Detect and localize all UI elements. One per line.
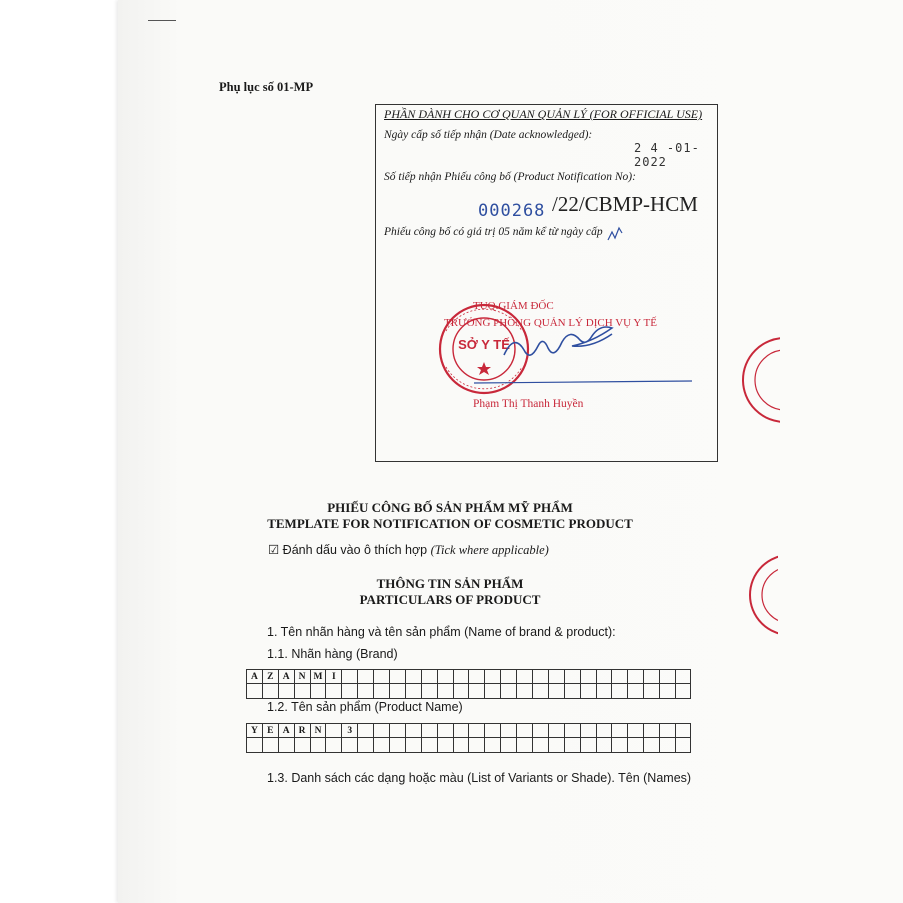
grid-cell: A bbox=[278, 669, 294, 684]
grid-cell-empty bbox=[516, 684, 532, 699]
grid-cell bbox=[468, 723, 484, 738]
grid-cell-empty bbox=[389, 684, 405, 699]
product-grid bbox=[246, 723, 691, 738]
grid-cell bbox=[659, 669, 675, 684]
grid-cell-empty bbox=[421, 738, 437, 753]
grid-cell-empty bbox=[580, 738, 596, 753]
section-title bbox=[300, 576, 600, 608]
grid-cell bbox=[580, 669, 596, 684]
grid-cell bbox=[421, 723, 437, 738]
grid-cell-empty bbox=[596, 738, 612, 753]
tick-instruction bbox=[268, 542, 549, 558]
grid-cell bbox=[453, 723, 469, 738]
grid-cell bbox=[500, 723, 516, 738]
notification-number-label: Số tiếp nhận Phiếu công bố (Product Notification No): bbox=[384, 171, 636, 183]
section-title-en: PARTICULARS OF PRODUCT bbox=[359, 592, 541, 607]
grid-cell-empty bbox=[278, 684, 294, 699]
grid-cell-empty bbox=[437, 738, 453, 753]
grid-cell-empty bbox=[564, 684, 580, 699]
grid-cell-empty bbox=[246, 738, 262, 753]
grid-cell-empty bbox=[564, 738, 580, 753]
grid-cell bbox=[611, 669, 627, 684]
form-title-vi: PHIẾU CÔNG BỐ SẢN PHẨM MỸ PHẨM bbox=[327, 500, 573, 515]
form-title bbox=[200, 500, 700, 532]
section-title-vi: THÔNG TIN SẢN PHẨM bbox=[376, 576, 524, 591]
grid-cell-empty bbox=[453, 684, 469, 699]
grid-cell-empty bbox=[453, 738, 469, 753]
edge-seal-bottom-icon bbox=[748, 550, 778, 640]
grid-cell bbox=[643, 669, 659, 684]
grid-cell bbox=[437, 723, 453, 738]
product-grid-row2 bbox=[246, 738, 691, 753]
grid-cell-empty bbox=[310, 684, 326, 699]
grid-cell: E bbox=[262, 723, 278, 738]
grid-cell-empty bbox=[659, 684, 675, 699]
grid-cell bbox=[675, 723, 691, 738]
grid-cell: N bbox=[310, 723, 326, 738]
grid-cell-empty bbox=[262, 684, 278, 699]
initial-mark-icon bbox=[608, 228, 622, 240]
grid-cell-empty bbox=[405, 738, 421, 753]
grid-cell-empty bbox=[325, 684, 341, 699]
grid-cell-empty bbox=[548, 738, 564, 753]
grid-cell bbox=[389, 669, 405, 684]
grid-cell-empty bbox=[310, 738, 326, 753]
grid-cell-empty bbox=[262, 738, 278, 753]
grid-cell bbox=[532, 723, 548, 738]
director-title: TUQ.GIÁM ĐỐC bbox=[473, 300, 554, 312]
grid-cell bbox=[548, 669, 564, 684]
grid-cell: N bbox=[294, 669, 310, 684]
grid-cell-empty bbox=[341, 738, 357, 753]
official-use-box bbox=[375, 104, 718, 462]
grid-cell bbox=[357, 723, 373, 738]
grid-cell bbox=[437, 669, 453, 684]
grid-cell-empty bbox=[643, 684, 659, 699]
grid-cell-empty bbox=[341, 684, 357, 699]
seal-text: SỞ Y TẾ bbox=[458, 337, 510, 352]
grid-cell bbox=[516, 723, 532, 738]
grid-cell-empty bbox=[675, 684, 691, 699]
grid-cell: Y bbox=[246, 723, 262, 738]
grid-cell bbox=[596, 723, 612, 738]
signer-name: Phạm Thị Thanh Huyền bbox=[473, 398, 584, 410]
grid-cell bbox=[627, 723, 643, 738]
grid-cell-empty bbox=[484, 738, 500, 753]
grid-cell: M bbox=[310, 669, 326, 684]
grid-cell bbox=[564, 669, 580, 684]
grid-cell bbox=[453, 669, 469, 684]
grid-cell-empty bbox=[437, 684, 453, 699]
grid-cell-empty bbox=[659, 738, 675, 753]
grid-cell bbox=[500, 669, 516, 684]
grid-cell bbox=[421, 669, 437, 684]
grid-cell-empty bbox=[500, 738, 516, 753]
grid-cell-empty bbox=[373, 684, 389, 699]
form-title-en: TEMPLATE FOR NOTIFICATION OF COSMETIC PRODUCT bbox=[267, 516, 633, 531]
grid-cell bbox=[548, 723, 564, 738]
grid-cell-empty bbox=[627, 738, 643, 753]
grid-cell-empty bbox=[643, 738, 659, 753]
grid-cell: Z bbox=[262, 669, 278, 684]
grid-cell-empty bbox=[611, 684, 627, 699]
grid-cell bbox=[564, 723, 580, 738]
date-acknowledged-value: 2 4 -01- 2022 bbox=[634, 141, 700, 169]
grid-cell-empty bbox=[405, 684, 421, 699]
appendix-label: Phụ lục số 01-MP bbox=[219, 80, 314, 94]
grid-cell bbox=[373, 723, 389, 738]
edge-seal-top-icon bbox=[740, 330, 780, 430]
grid-cell: I bbox=[325, 669, 341, 684]
grid-cell bbox=[611, 723, 627, 738]
grid-cell-empty bbox=[246, 684, 262, 699]
grid-cell-empty bbox=[548, 684, 564, 699]
grid-cell-empty bbox=[516, 738, 532, 753]
grid-cell-empty bbox=[373, 738, 389, 753]
grid-cell: R bbox=[294, 723, 310, 738]
grid-cell bbox=[484, 723, 500, 738]
tick-instruction-vi: ☑ Đánh dấu vào ô thích hợp bbox=[268, 543, 428, 557]
grid-cell bbox=[405, 723, 421, 738]
grid-cell bbox=[516, 669, 532, 684]
margin-mark bbox=[148, 20, 176, 21]
grid-cell-empty bbox=[421, 684, 437, 699]
grid-cell bbox=[580, 723, 596, 738]
signature-icon bbox=[504, 327, 612, 355]
grid-cell: A bbox=[246, 669, 262, 684]
grid-cell-empty bbox=[389, 738, 405, 753]
grid-cell-empty bbox=[357, 738, 373, 753]
grid-cell bbox=[325, 723, 341, 738]
validity-note: Phiếu công bố có giá trị 05 năm kể từ ngày cấp bbox=[384, 226, 603, 238]
grid-cell-empty bbox=[325, 738, 341, 753]
grid-cell-empty bbox=[675, 738, 691, 753]
grid-cell-empty bbox=[357, 684, 373, 699]
grid-cell-empty bbox=[500, 684, 516, 699]
brand-grid bbox=[246, 669, 691, 684]
tick-instruction-en: (Tick where applicable) bbox=[430, 543, 549, 557]
notification-number-stamp: 000268 bbox=[478, 201, 546, 221]
grid-cell-empty bbox=[294, 738, 310, 753]
grid-cell bbox=[405, 669, 421, 684]
grid-cell bbox=[484, 669, 500, 684]
grid-cell-empty bbox=[278, 738, 294, 753]
grid-cell bbox=[675, 669, 691, 684]
grid-cell bbox=[627, 669, 643, 684]
grid-cell-empty bbox=[484, 684, 500, 699]
grid-cell-empty bbox=[611, 738, 627, 753]
official-use-header: PHẦN DÀNH CHO CƠ QUAN QUẢN LÝ (FOR OFFICIAL USE) bbox=[384, 107, 703, 121]
grid-cell bbox=[643, 723, 659, 738]
grid-cell bbox=[596, 669, 612, 684]
grid-cell-empty bbox=[294, 684, 310, 699]
grid-cell-empty bbox=[627, 684, 643, 699]
grid-cell-empty bbox=[468, 684, 484, 699]
grid-cell bbox=[357, 669, 373, 684]
grid-cell-empty bbox=[532, 684, 548, 699]
notification-number-suffix: /22/CBMP-HCM bbox=[552, 192, 698, 216]
grid-cell bbox=[659, 723, 675, 738]
question-1-3: 1.3. Danh sách các dạng hoặc màu (List of Variants or Shade). Tên (Names) bbox=[267, 771, 692, 785]
grid-cell-empty bbox=[468, 738, 484, 753]
grid-cell bbox=[373, 669, 389, 684]
question-1-2: 1.2. Tên sản phẩm (Product Name) bbox=[267, 700, 463, 714]
grid-cell: A bbox=[278, 723, 294, 738]
grid-cell bbox=[532, 669, 548, 684]
grid-cell bbox=[389, 723, 405, 738]
question-1: 1. Tên nhãn hàng và tên sản phẩm (Name of brand & product): bbox=[267, 625, 616, 639]
department-title: TRƯỞNG PHÒNG QUẢN LÝ DỊCH VỤ Y TẾ bbox=[444, 317, 657, 329]
question-1-1: 1.1. Nhãn hàng (Brand) bbox=[267, 647, 398, 661]
grid-cell-empty bbox=[532, 738, 548, 753]
grid-cell-empty bbox=[580, 684, 596, 699]
grid-cell bbox=[341, 669, 357, 684]
brand-grid-row2 bbox=[246, 684, 691, 699]
date-acknowledged-label: Ngày cấp số tiếp nhận (Date acknowledged): bbox=[384, 129, 593, 141]
grid-cell bbox=[468, 669, 484, 684]
grid-cell: 3 bbox=[341, 723, 357, 738]
grid-cell-empty bbox=[596, 684, 612, 699]
